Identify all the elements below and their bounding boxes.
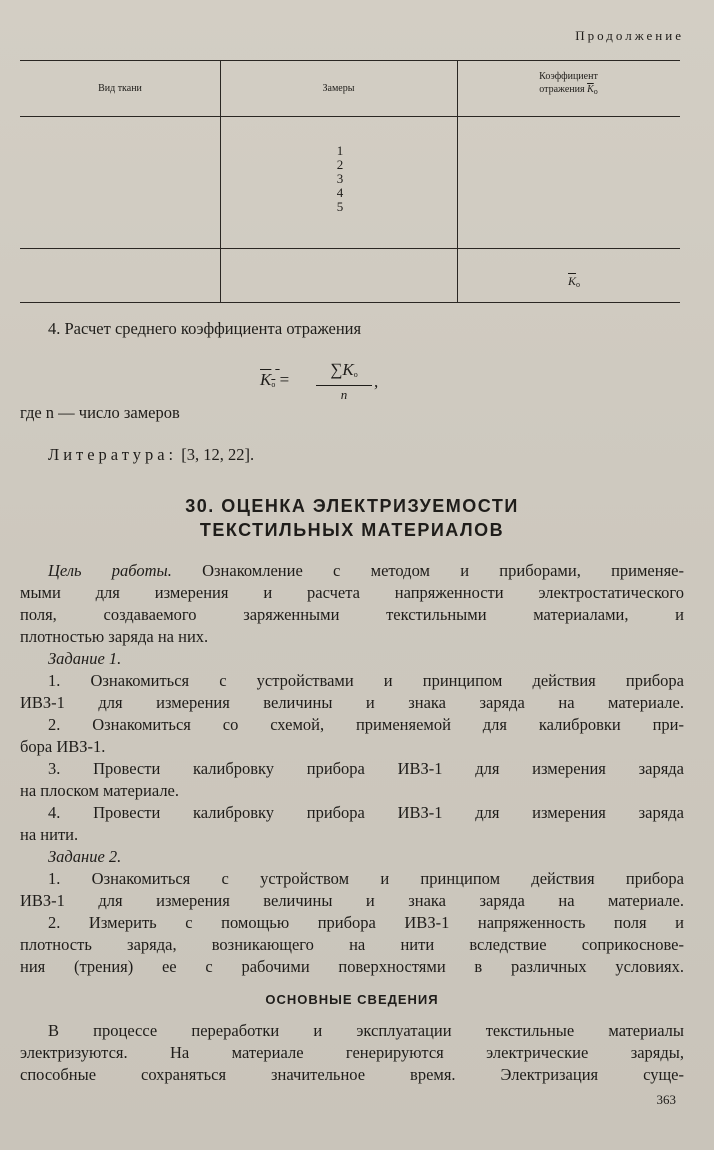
formula-fraction	[316, 360, 372, 404]
task-1-title: Задание 1.	[48, 649, 122, 668]
formula-lhs-symbol: K	[260, 370, 272, 389]
formula-denominator: n	[340, 387, 348, 402]
header-reflection-coefficient	[457, 70, 680, 98]
page-number: 363	[656, 1092, 676, 1107]
goal-line-4: плотностью заряда на них.	[20, 627, 209, 646]
header-k-subscript: о	[593, 87, 598, 96]
continuation-label: Продолжение	[575, 28, 684, 43]
task-2-item-2-line-a: 2. Измерить с помощью прибора ИВЗ-1 напряженность поля и	[48, 913, 684, 932]
step-4-text	[20, 318, 684, 340]
summary-k-symbol: $\overline{K}$	[568, 274, 577, 288]
table-header-rule	[20, 116, 680, 117]
goal-paragraph	[20, 560, 684, 648]
task-2-block	[20, 846, 684, 978]
basics-paragraph	[20, 1020, 684, 1086]
formula-numerator	[316, 360, 372, 386]
header-fabric-type: Вид ткани	[98, 83, 142, 94]
basics-line-2: электризуются. На материале генерируются электрические заряды,	[20, 1043, 684, 1062]
basics-title: ОСНОВНЫЕ СВЕДЕНИЯ	[265, 992, 439, 1007]
goal-line-1	[20, 560, 684, 582]
table-divider-1	[220, 60, 221, 302]
where-line: где n — число замеров	[20, 403, 180, 422]
header-reflection-word: отражения	[539, 84, 585, 95]
goal-line-3: поля, создаваемого заряженными текстильными материалами, и	[20, 605, 684, 624]
task-1-item-1-line-a: 1. Ознакомиться с устройствами и принципом действия прибора	[48, 671, 684, 690]
task-1-item-1-line-b: ИВЗ-1 для измерения величины и знака заряда на материале.	[20, 693, 684, 712]
table-body-rule	[20, 248, 680, 249]
section-title-line1: 30. ОЦЕНКА ЭЛЕКТРИЗУЕМОСТИ	[185, 496, 519, 516]
basics-line-3: способные сохраняться значительное время. Электризация суще-	[20, 1065, 684, 1084]
section-title	[20, 494, 684, 542]
task-1-item-2-line-b: бора ИВЗ-1.	[20, 737, 106, 756]
measurement-number: 2	[336, 157, 344, 172]
header-measurements: Замеры	[322, 83, 355, 94]
step-4-line: 4. Расчет среднего коэффициента отражения	[48, 319, 362, 338]
task-2-item-2-line-c: ния (трения) ее с рабочими поверхностями в различных условиях.	[20, 957, 684, 976]
task-2-item-2-line-b: плотность заряда, возникающего на нити вследствие соприкоснове-	[20, 935, 684, 954]
formula-numerator-subscript: о	[353, 370, 358, 379]
literature-label: Литература:	[48, 445, 178, 464]
task-1-item-4-line-a: 4. Провести калибровку прибора ИВЗ-1 для измерения заряда	[48, 803, 684, 822]
table-top-rule	[20, 60, 680, 61]
literature-refs: [3, 12, 22].	[181, 445, 255, 464]
header-k-symbol: $\overline{K}$	[587, 84, 594, 95]
literature-row	[20, 444, 684, 466]
goal-line-2: мыми для измерения и расчета напряженности электростатического	[20, 583, 684, 602]
task-2-item-1-line-b: ИВЗ-1 для измерения величины и знака заряда на материале.	[20, 891, 684, 910]
task-1-item-3-line-a: 3. Провести калибровку прибора ИВЗ-1 для измерения заряда	[48, 759, 684, 778]
measurements-table	[20, 60, 680, 302]
measurement-number: 4	[336, 185, 344, 200]
measurement-numbers	[320, 144, 360, 214]
formula-equals: =	[279, 370, 290, 389]
measurement-number: 1	[336, 143, 344, 158]
task-1-item-3-line-b: на плоском материале.	[20, 781, 179, 800]
goal-line-1-text: Ознакомление с методом и приборами, применяе-	[202, 561, 684, 580]
task-1-item-2-line-a: 2. Ознакомиться со схемой, применяемой для калибровки при-	[48, 715, 684, 734]
basics-line-1: В процессе переработки и эксплуатации текстильные материалы	[48, 1021, 684, 1040]
formula-lhs-subscript: о	[271, 380, 276, 389]
goal-label: Цель работы.	[48, 561, 172, 580]
formula-numerator-symbol: ∑K	[330, 360, 354, 379]
task-2-item-1-line-a: 1. Ознакомиться с устройством и принципом действия прибора	[48, 869, 684, 888]
summary-k-mean	[568, 274, 580, 289]
measurement-number: 5	[336, 199, 344, 214]
formula-comma: ,	[374, 372, 379, 391]
summary-k-subscript: о	[576, 280, 581, 289]
task-1-block	[20, 648, 684, 846]
where-text	[20, 402, 684, 424]
task-1-item-4-line-b: на нити.	[20, 825, 79, 844]
table-bottom-rule	[20, 302, 680, 303]
task-2-title: Задание 2.	[48, 847, 122, 866]
formula-lhs	[260, 370, 289, 390]
header-reflection-line1: Коэффициент	[539, 71, 598, 82]
literature-line	[20, 444, 684, 466]
header-reflection-line2	[457, 83, 680, 98]
measurement-number: 3	[336, 171, 344, 186]
section-title-line2: ТЕКСТИЛЬНЫХ МАТЕРИАЛОВ	[199, 520, 505, 540]
